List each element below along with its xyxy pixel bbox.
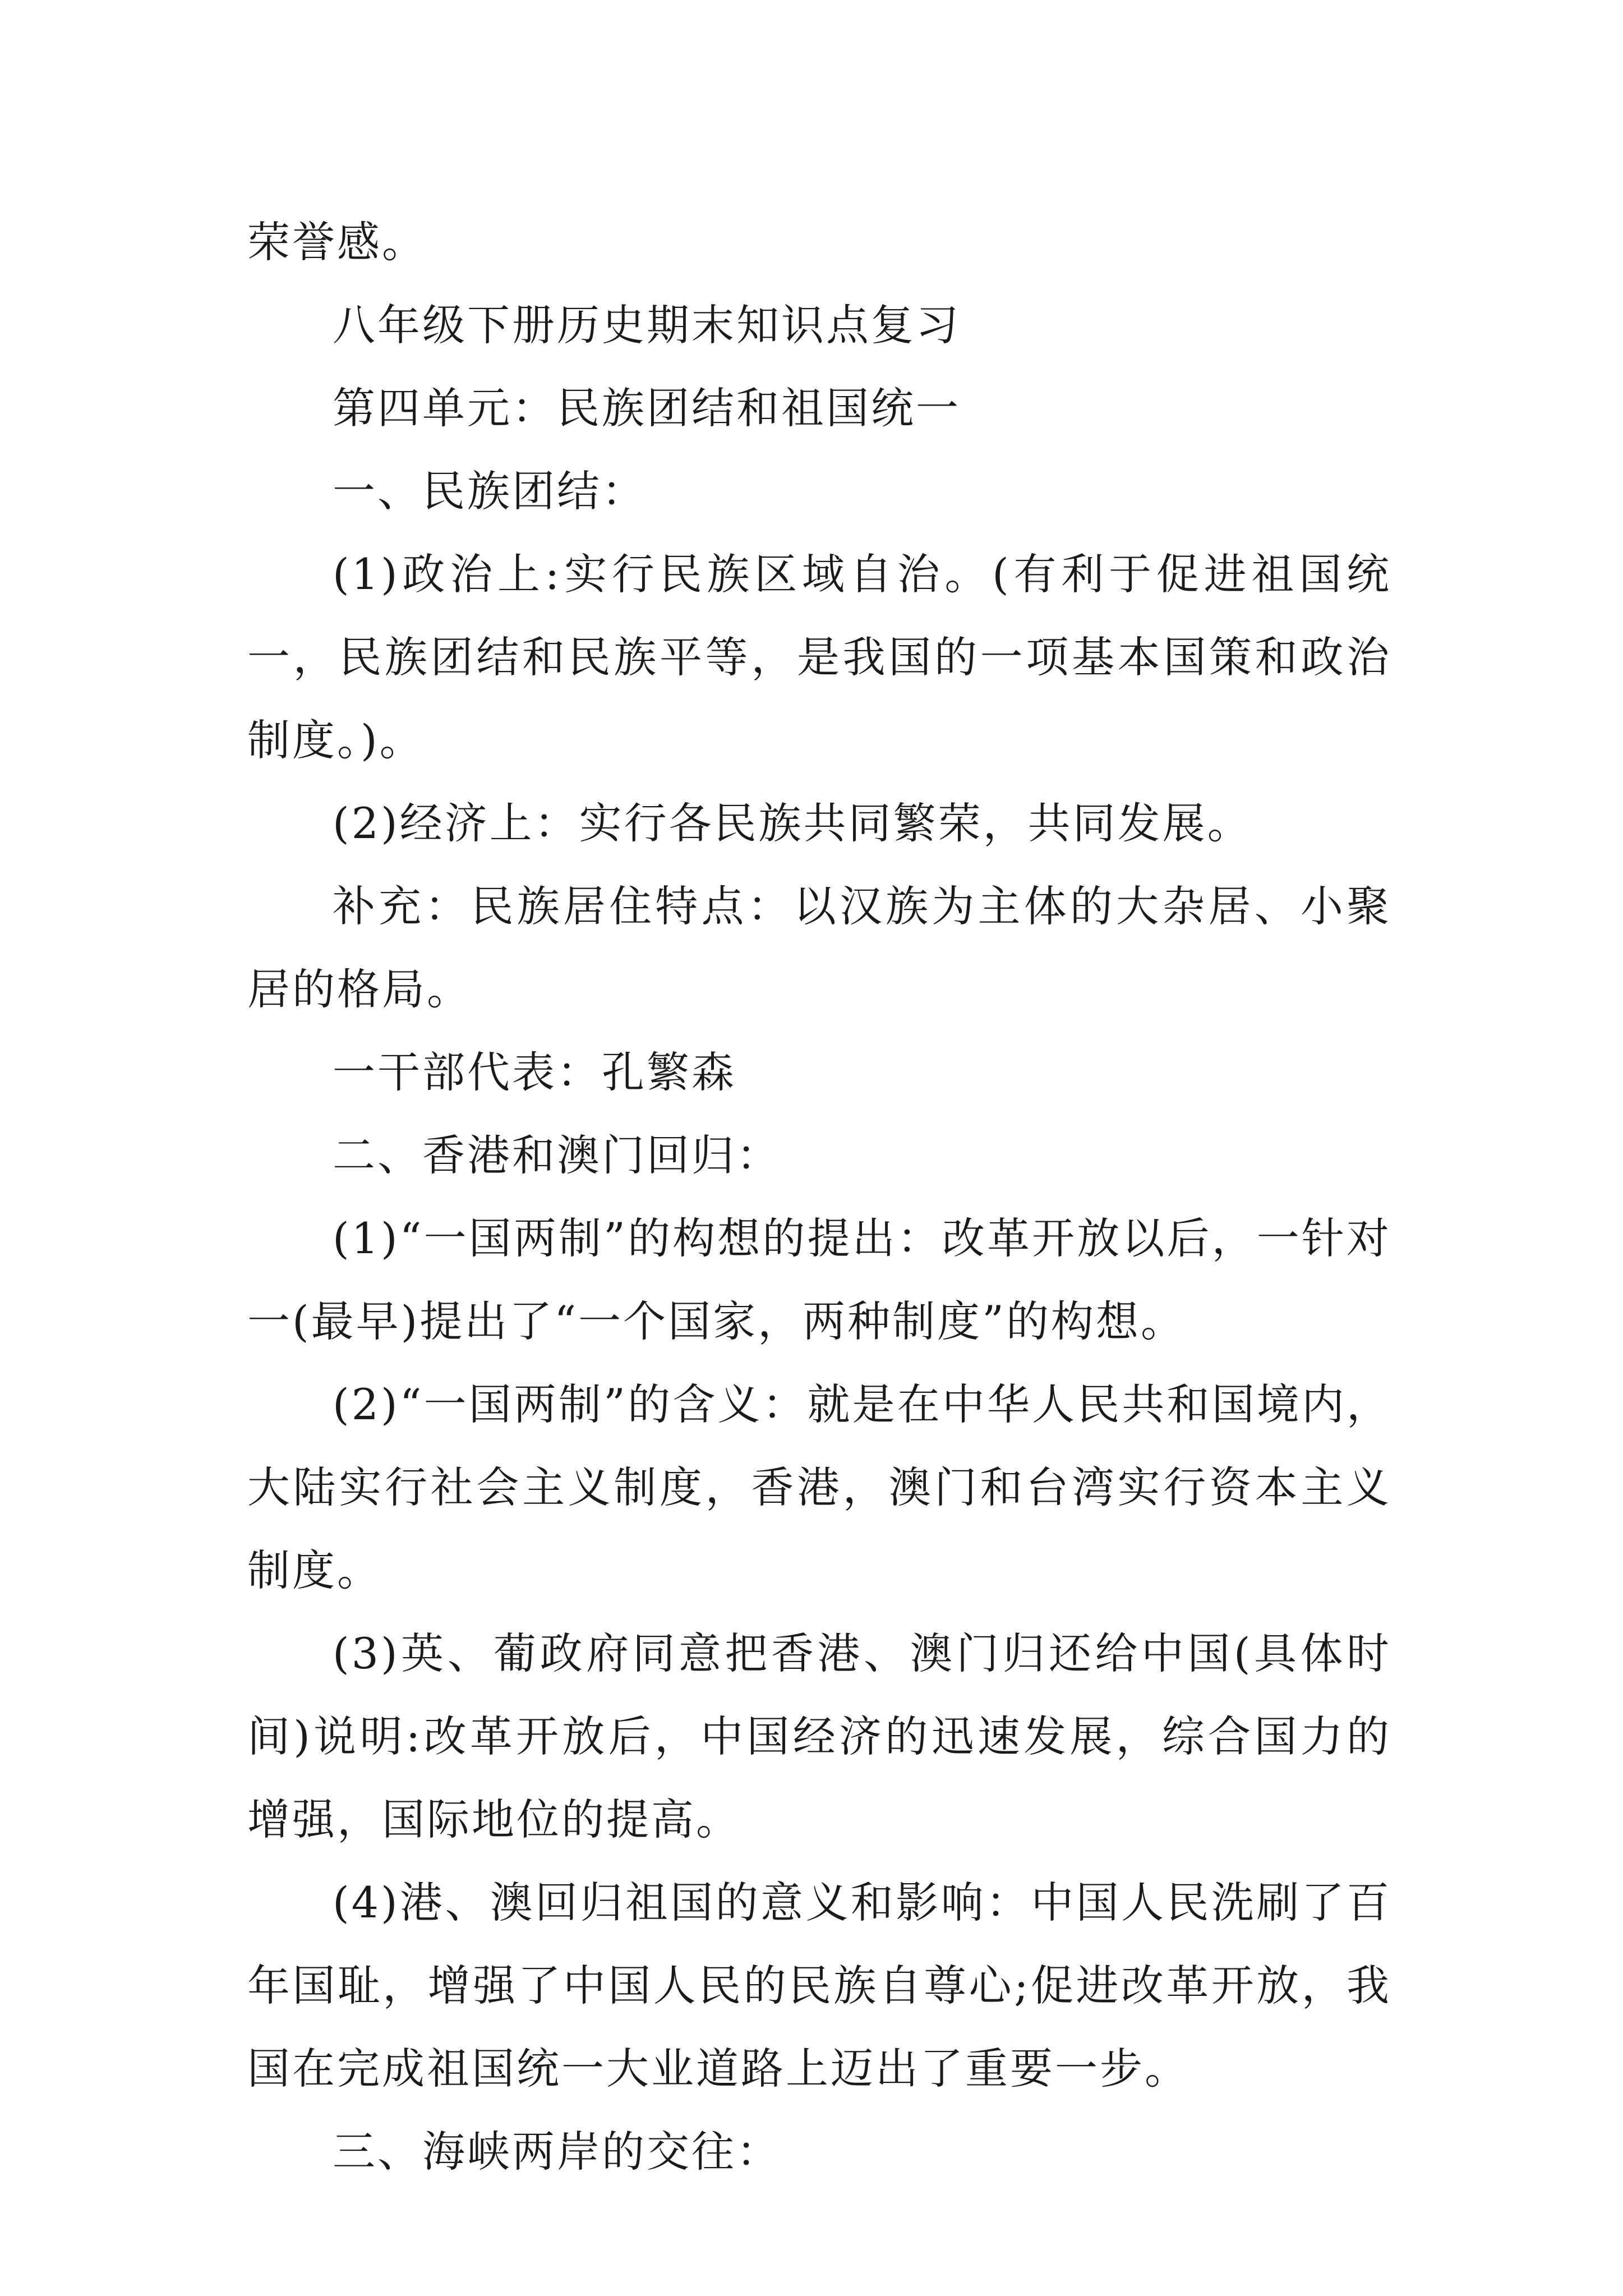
section-title: 八年级下册历史期末知识点复习 [333,300,961,350]
paragraph-supplement: 补充：民族居住特点：以汉族为主体的大杂居、小聚居的格局。 [247,881,1391,1014]
unit-heading: 第四单元：民族团结和祖国统一 [333,383,961,433]
document-body [247,201,1391,2193]
heading-cross-strait-exchanges: 三、海峡两岸的交往： [333,2127,781,2177]
paragraph-continuation: 荣誉感。 [247,217,427,267]
paragraph-one-country-proposal: (1)“一国两制”的构想的提出：改革开放以后，一针对一(最早)提出了“一个国家，两种制度”的构想。 [247,1213,1391,1346]
paragraph-one-country-meaning: (2)“一国两制”的含义：就是在中华人民共和国境内，大陆实行社会主义制度，香港，澳门和台湾实行资本主义制度。 [247,1379,1391,1595]
heading-hk-macau-return: 二、香港和澳门回归： [333,1130,781,1180]
paragraph-cadre-representative: 一干部代表：孔繁森 [333,1047,736,1097]
paragraph-uk-portugal-agreement: (3)英、葡政府同意把香港、澳门归还给中国(具体时间)说明:改革开放后，中国经济的迅速发展，综合国力的增强，国际地位的提高。 [247,1628,1391,1844]
paragraph-return-significance: (4)港、澳回归祖国的意义和影响：中国人民洗刷了百年国耻，增强了中国人民的民族自尊心;促进改革开放，我国在完成祖国统一大业道路上迈出了重要一步。 [247,1878,1391,2093]
paragraph-political: (1)政治上:实行民族区域自治。(有利于促进祖国统一，民族团结和民族平等，是我国的一项基本国策和政治制度。)。 [247,549,1391,765]
heading-ethnic-unity: 一、民族团结： [333,466,647,516]
paragraph-economic: (2)经济上：实行各民族共同繁荣，共同发展。 [333,798,1252,848]
